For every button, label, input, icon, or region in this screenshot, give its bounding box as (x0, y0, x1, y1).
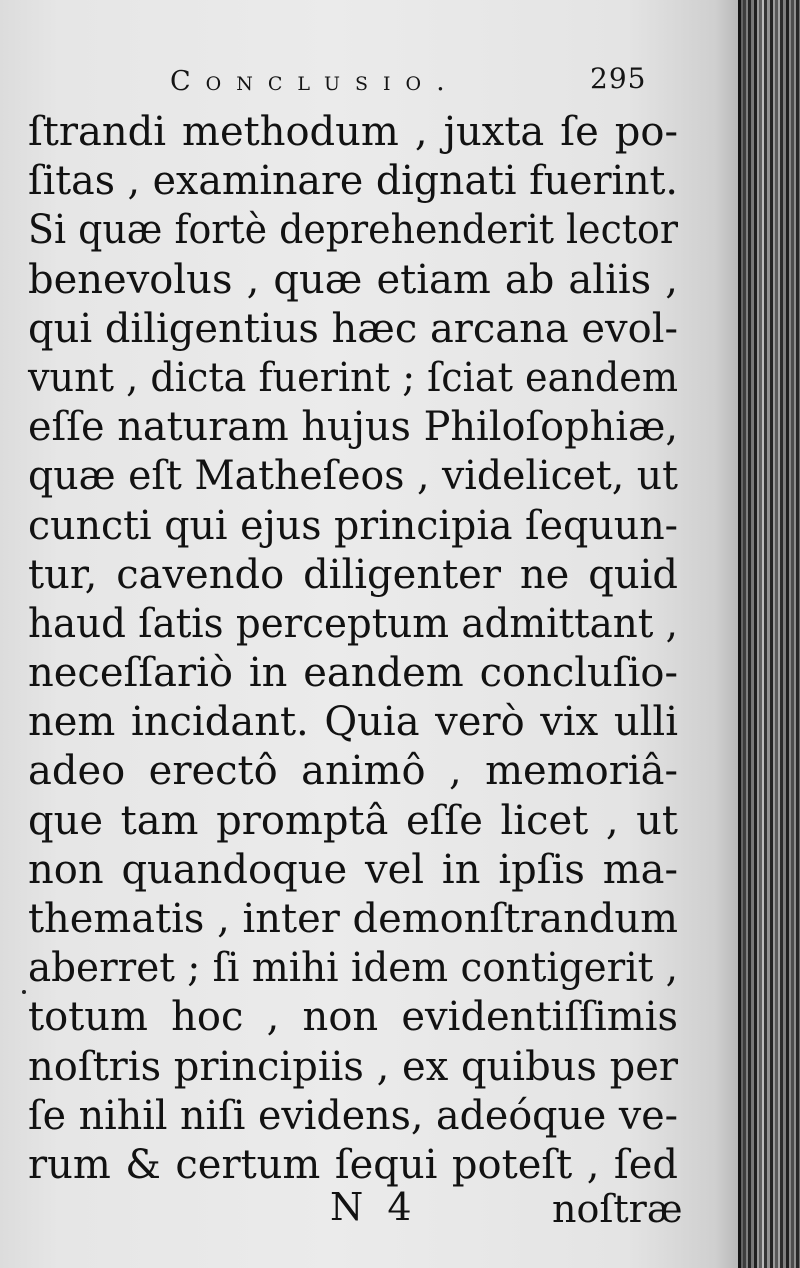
text-line: haud ſatis perceptum admittant , (28, 600, 679, 647)
text-line: Si quæ fortè deprehenderit lector (28, 207, 678, 254)
text-line: tur, cavendo diligenter ne quid (28, 551, 678, 598)
signature-mark: N 4 (330, 1185, 418, 1229)
text-line: eſſe naturam hujus Philoſophiæ, (28, 404, 679, 451)
text-line: rum & certum ſequi poteſt , ſed (28, 1141, 678, 1188)
text-line: ſe nihil niſi evidens, adeóque ve- (28, 1092, 678, 1139)
text-line: ſtrandi methodum , juxta ſe po- (28, 109, 678, 155)
text-line: neceſſariò in eandem concluſio- (28, 650, 678, 697)
text-line: benevolus , quæ etiam ab aliis , (28, 256, 678, 303)
catchword: noſtræ (552, 1187, 683, 1231)
text-line: ſitas , examinare dignati fuerint. (28, 158, 678, 205)
text-line: vunt , dicta fuerint ; ſciat eandem (28, 354, 679, 401)
running-title: Conclusio. (170, 66, 460, 97)
text-line: aberret ; ſi mihi idem contigerit , (28, 945, 678, 992)
body-text (28, 108, 678, 1190)
text-line: totum hoc , non evidentiſſimis (28, 994, 678, 1041)
text-line: qui diligentius hæc arcana evol- (28, 305, 678, 352)
text-line: noſtris principiis , ex quibus per (28, 1043, 679, 1090)
text-line: cuncti qui ejus principia ſequun- (28, 502, 679, 549)
page-number: 295 (590, 62, 647, 95)
text-line: non quandoque vel in ipſis ma- (28, 846, 678, 893)
text-line: nem incidant. Quia verò vix ulli (28, 699, 678, 746)
text-line: adeo erectô animô , memoriâ- (28, 748, 678, 795)
gutter-shadow (738, 0, 800, 1268)
text-line: thematis , inter demonſtrandum (28, 896, 679, 942)
ink-speck (22, 990, 26, 994)
text-line: quæ eſt Matheſeos , videlicet, ut (28, 453, 678, 500)
text-line: que tam promptâ eſſe licet , ut (28, 797, 678, 844)
page-footer (0, 1185, 738, 1235)
page-header (170, 62, 650, 112)
